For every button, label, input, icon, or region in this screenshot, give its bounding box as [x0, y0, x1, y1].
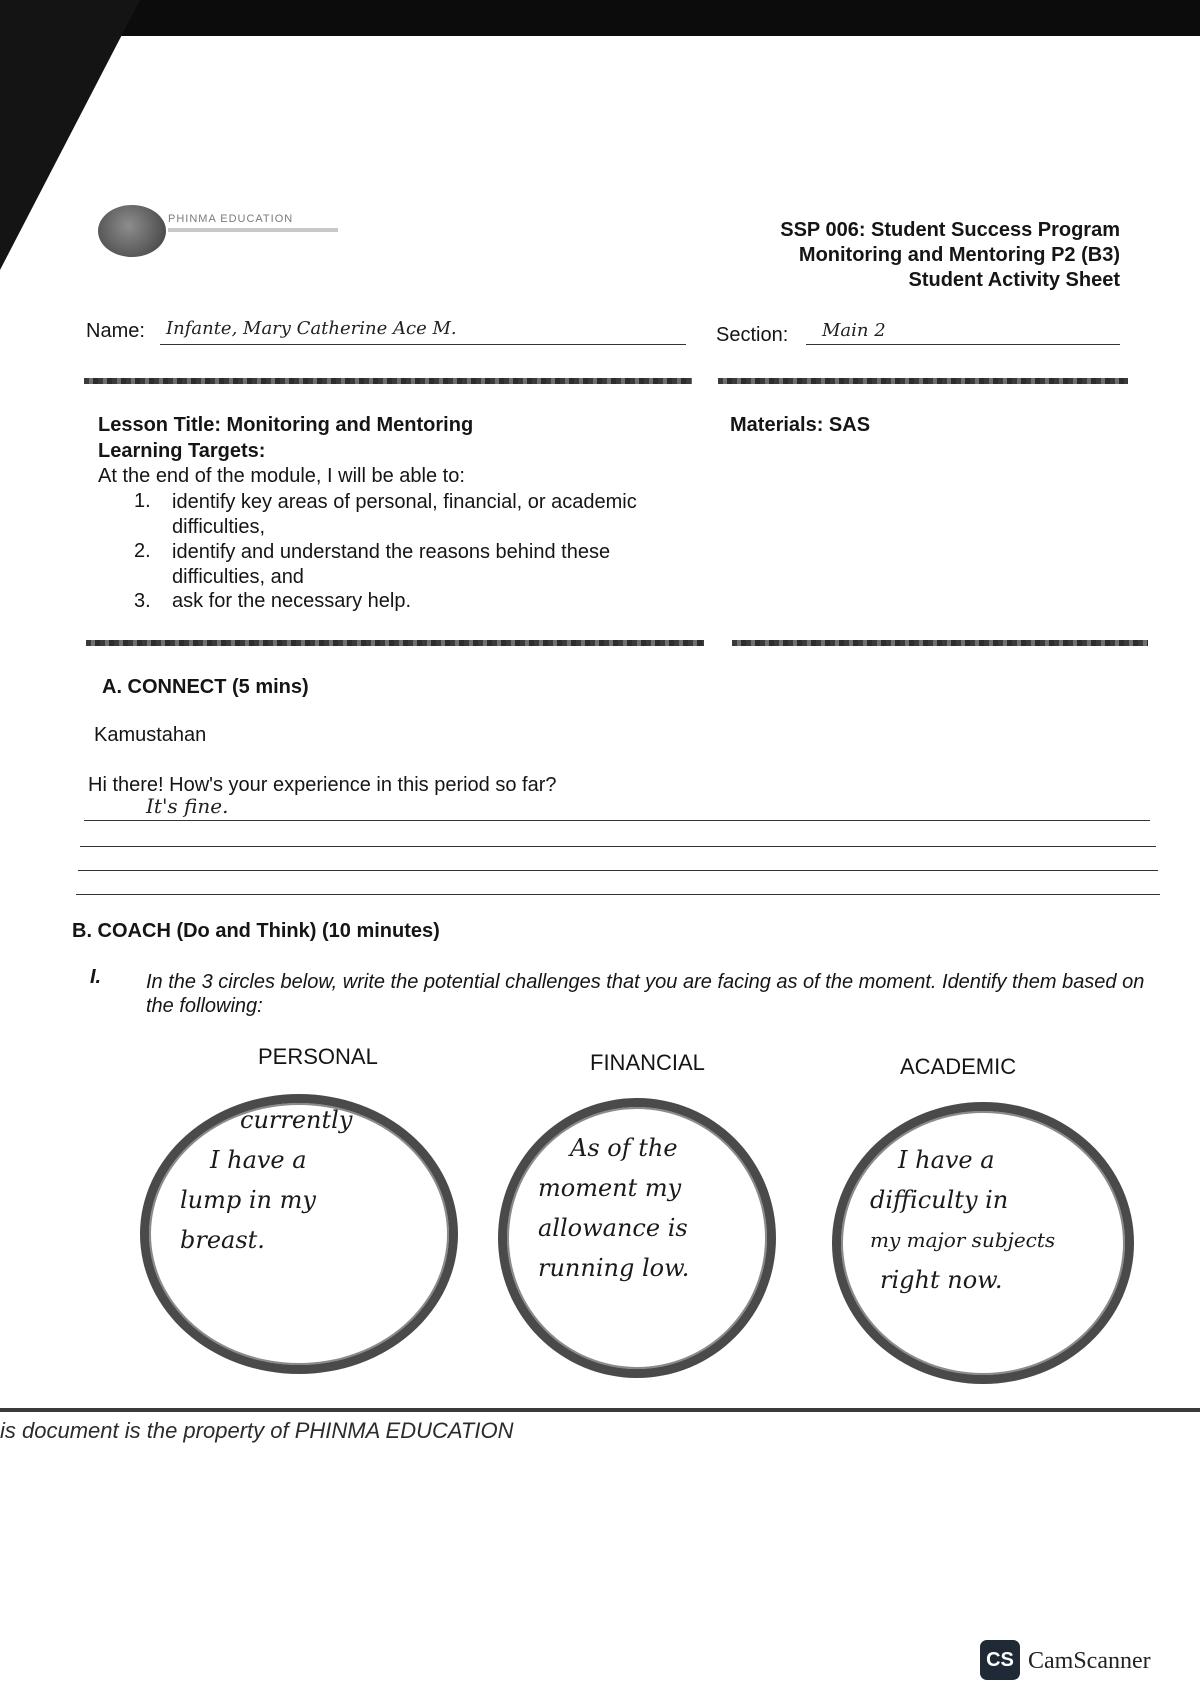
phinma-logo-icon [98, 205, 166, 257]
answer-line [76, 894, 1160, 895]
course-title: SSP 006: Student Success Program [780, 219, 1120, 241]
kamustahan-label: Kamustahan [94, 724, 207, 746]
footer-rule [0, 1408, 1200, 1412]
target-item: identify and understand the reasons behind these difficulties, and [172, 541, 611, 588]
divider [86, 640, 704, 646]
target-number: 2. [134, 540, 151, 562]
name-label: Name: [86, 320, 145, 342]
lesson-title: Lesson Title: Monitoring and Mentoring [98, 414, 474, 436]
section-underline [806, 344, 1120, 345]
target-number: 1. [134, 490, 151, 512]
section-label: Section: [716, 324, 789, 346]
camscanner-label: CamScanner [1028, 1648, 1151, 1674]
answer-line [78, 870, 1158, 871]
name-field[interactable]: Infante, Mary Catherine Ace M. [166, 318, 457, 339]
answer-line-text: running low. [538, 1254, 690, 1282]
answer-line-text: I have a [898, 1146, 995, 1174]
materials: Materials: SAS [730, 414, 871, 436]
logo-subtitle-line [168, 228, 338, 232]
targets-heading: Learning Targets: [98, 440, 266, 462]
sheet-title: Student Activity Sheet [908, 269, 1120, 291]
answer-line-text: currently [240, 1106, 353, 1134]
answer-line [80, 846, 1156, 847]
section-field[interactable]: Main 2 [822, 320, 886, 341]
target-item: identify key areas of personal, financial, or academic difficulties, [172, 491, 637, 538]
connect-answer[interactable]: It's fine. [146, 794, 229, 818]
answer-line-text: allowance is [538, 1214, 688, 1242]
academic-answer[interactable] [870, 1140, 1100, 1300]
answer-line-text: my major subjects [870, 1228, 1056, 1252]
financial-answer[interactable] [538, 1128, 738, 1288]
divider [732, 640, 1148, 646]
scan-border [0, 0, 1200, 36]
coach-instruction: In the 3 circles below, write the potential challenges that you are facing as of the moment. Identify them based on the following: [146, 971, 1145, 1017]
target-number: 3. [134, 590, 151, 612]
footer-text [0, 1418, 514, 1444]
module-title: Monitoring and Mentoring P2 (B3) [798, 244, 1120, 266]
divider [84, 378, 692, 384]
logo-text: PHINMA EDUCATION [168, 213, 294, 225]
document-header [780, 218, 1120, 293]
answer-line-text: lump in my [180, 1186, 316, 1214]
connect-question: Hi there! How's your experience in this period so far? [88, 774, 557, 796]
financial-label: FINANCIAL [590, 1050, 705, 1075]
section-b-heading: B. COACH (Do and Think) (10 minutes) [72, 920, 440, 942]
academic-label: ACADEMIC [900, 1054, 1017, 1079]
targets-intro: At the end of the module, I will be able to: [98, 465, 465, 487]
target-item: ask for the necessary help. [172, 590, 412, 612]
answer-line-text: right now. [880, 1266, 1003, 1294]
personal-answer[interactable] [180, 1100, 420, 1260]
answer-line [84, 820, 1150, 821]
item-number: I. [90, 966, 102, 988]
camscanner-icon: CS [980, 1640, 1020, 1680]
footer-text-content: is document is the property of PHINMA EDUCATION [0, 1418, 514, 1443]
personal-label: PERSONAL [258, 1044, 378, 1069]
answer-line-text: As of the [570, 1134, 678, 1162]
answer-line-text: difficulty in [870, 1186, 1009, 1214]
name-underline [160, 344, 686, 345]
section-a-heading: A. CONNECT (5 mins) [102, 676, 309, 698]
answer-line-text: I have a [210, 1146, 307, 1174]
divider [718, 378, 1128, 384]
answer-line-text: moment my [538, 1174, 682, 1202]
answer-line-text: breast. [180, 1226, 265, 1254]
